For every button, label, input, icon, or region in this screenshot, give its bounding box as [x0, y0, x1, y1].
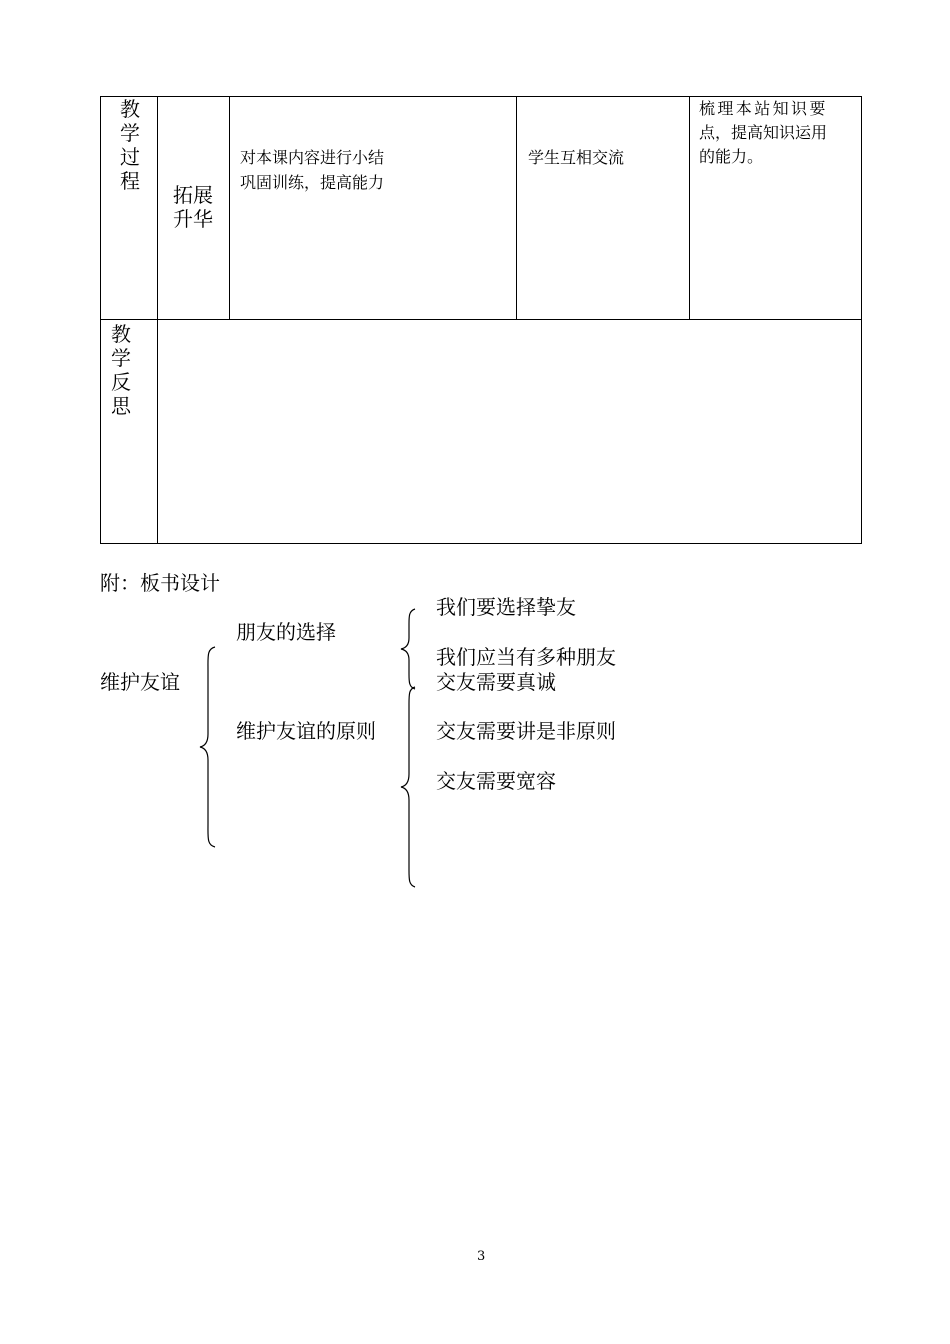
table-col-divider-2 [229, 96, 230, 320]
point-right-and-wrong: 交友需要讲是非原则 [436, 719, 616, 743]
topic-brace [198, 646, 220, 848]
table-border-bottom [100, 543, 862, 544]
point-tolerance: 交友需要宽容 [436, 769, 556, 793]
page-number: 3 [477, 1249, 486, 1264]
board-design-heading: 附：板书设计 [100, 571, 220, 595]
board-topic: 维护友谊 [100, 670, 180, 694]
choice-brace [398, 608, 420, 690]
table-row-divider [100, 319, 862, 320]
branch-label-principles: 维护友谊的原则 [236, 719, 376, 743]
student-activity: 学生互相交流 [528, 148, 625, 167]
table-col-divider-1 [157, 96, 158, 544]
stage-label: 拓展升华 [173, 183, 213, 231]
section-label-reflection: 教学反思 [111, 322, 131, 418]
table-border-left [100, 96, 101, 544]
teacher-activity [240, 145, 510, 195]
table-col-divider-3 [516, 96, 517, 320]
branch-label-choice: 朋友的选择 [236, 620, 336, 644]
design-intent-line-2: 点，提高知识运用 [699, 123, 828, 142]
design-intent [699, 97, 857, 169]
table-border-right [861, 96, 862, 544]
table-col-divider-4 [689, 96, 690, 320]
point-sincerity: 交友需要真诚 [436, 670, 556, 694]
principles-brace [398, 686, 420, 888]
teacher-activity-line-1: 对本课内容进行小结 [240, 148, 385, 167]
design-intent-line-1: 梳理本站知识要 [699, 99, 828, 118]
point-many-friends: 我们应当有多种朋友 [436, 645, 616, 669]
section-label-process: 教学过程 [120, 97, 140, 193]
design-intent-line-3: 的能力。 [699, 147, 764, 166]
point-choose-close-friends: 我们要选择挚友 [436, 595, 576, 619]
teacher-activity-line-2: 巩固训练，提高能力 [240, 173, 385, 192]
